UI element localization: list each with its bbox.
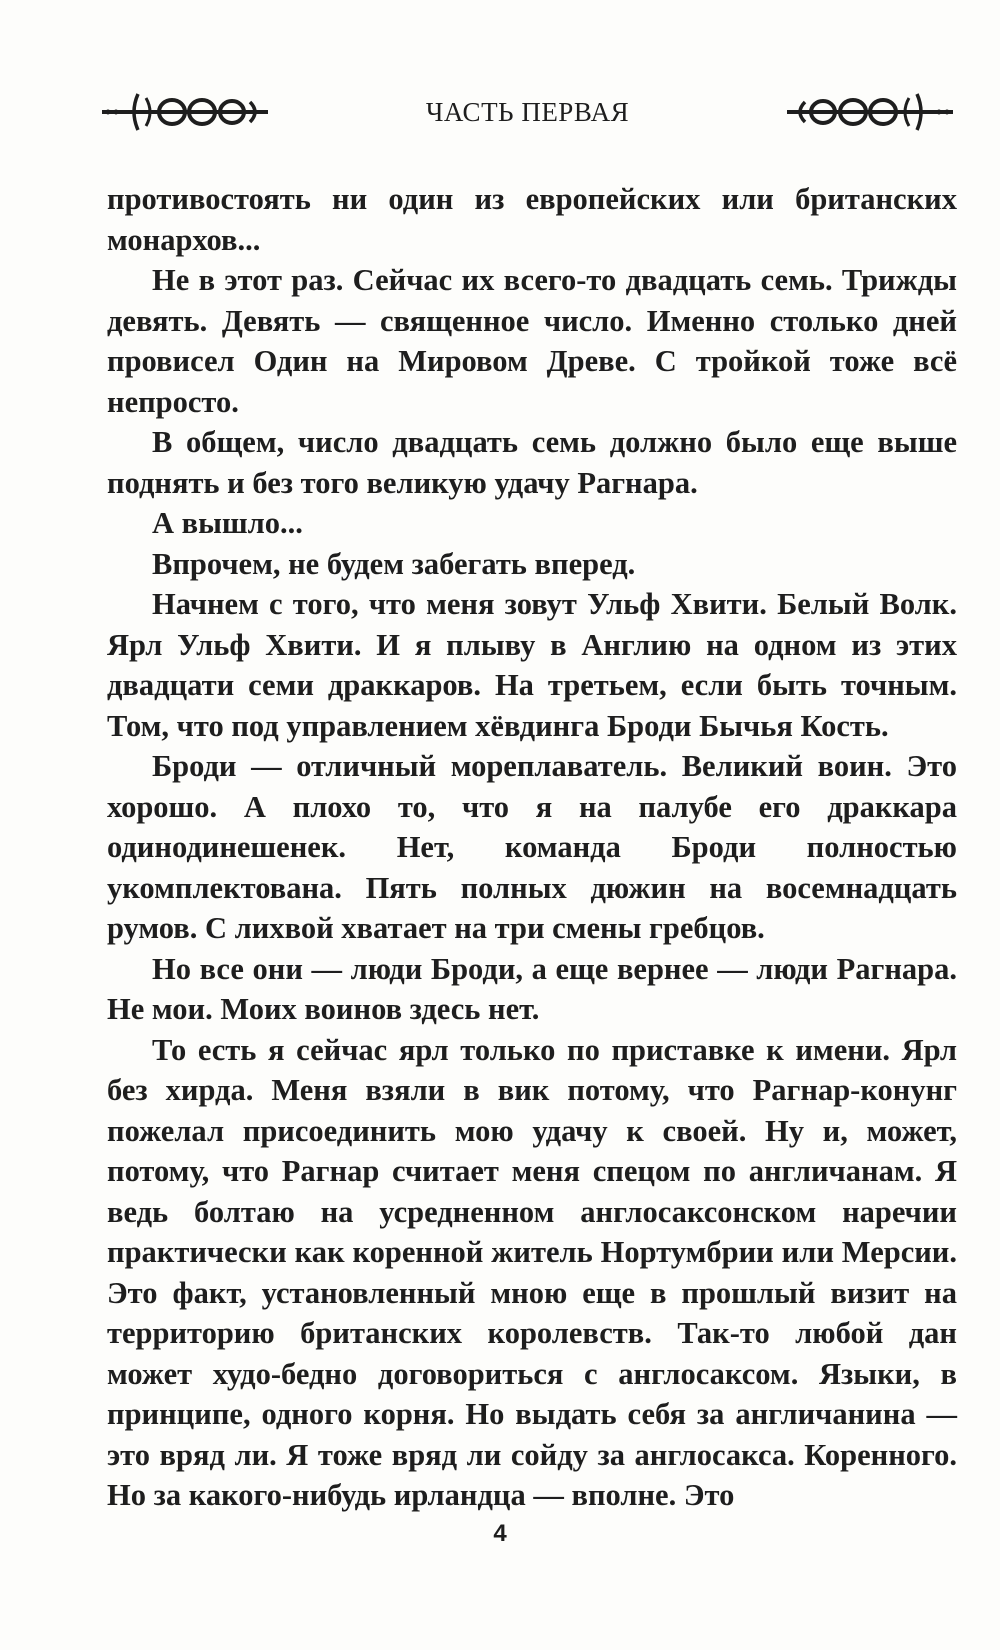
- page-number: 4: [493, 1520, 507, 1547]
- running-header-title: ЧАСТЬ ПЕРВАЯ: [425, 96, 630, 127]
- paragraph: Не в этот раз. Сейчас их всего-то двадцать семь. Трижды девять. Девять — священное число. Именно столько дней провисел Один на Мировом Древе. С тройкой тоже всё непросто.: [107, 263, 957, 419]
- right-ornament-icon: [785, 90, 955, 134]
- body-text: [107, 179, 957, 1516]
- paragraph: В общем, число двадцать семь должно было еще выше поднять и без того великую удачу Рагнара.: [107, 425, 957, 500]
- running-header: [100, 84, 955, 140]
- left-ornament-icon: [100, 90, 270, 134]
- paragraph-continuation: противостоять ни один из европейских или британских монархов...: [107, 182, 957, 257]
- paragraph: То есть я сейчас ярл только по приставке к имени. Ярл без хирда. Меня взяли в вик потому, что Рагнар-конунг пожелал присоединить мою удачу к своей. Ну и, может, потому, что Рагнар считает меня спецом по англичанам. Я ведь болтаю на усредненном англосаксонском наречии практически как коренной житель Нортумбрии или Мерсии. Это факт, установленный мною еще в прошлый визит на территорию британских королевств. Так-то любой дан может худо-бедно договориться с англосаксом. Языки, в принципе, одного корня. Но выдать себя за англичанина — это вряд ли. Я тоже вряд ли сойду за англосакса. Коренного. Но за какого-нибудь ирландца — вполне. Это: [107, 1032, 957, 1512]
- paragraph: Броди — отличный мореплаватель. Великий воин. Это хорошо. А плохо то, что я на палубе его драккара одинодинешенек. Нет, команда Броди полностью укомплектована. Пять полных дюжин на восемнадцать румов. С лихвой хватает на три смены гребцов.: [107, 749, 957, 945]
- paragraph: Впрочем, не будем забегать вперед.: [152, 546, 636, 581]
- paragraph: Начнем с того, что меня зовут Ульф Хвити. Белый Волк. Ярл Ульф Хвити. И я плыву в Англию на одном из этих двадцати семи драккаров. На третьем, если быть точным. Том, что под управлением хёвдинга Броди Бычья Кость.: [107, 587, 957, 743]
- paragraph: А вышло...: [152, 506, 303, 540]
- paragraph: Но все они — люди Броди, а еще вернее — люди Рагнара. Не мои. Моих воинов здесь нет.: [107, 951, 957, 1026]
